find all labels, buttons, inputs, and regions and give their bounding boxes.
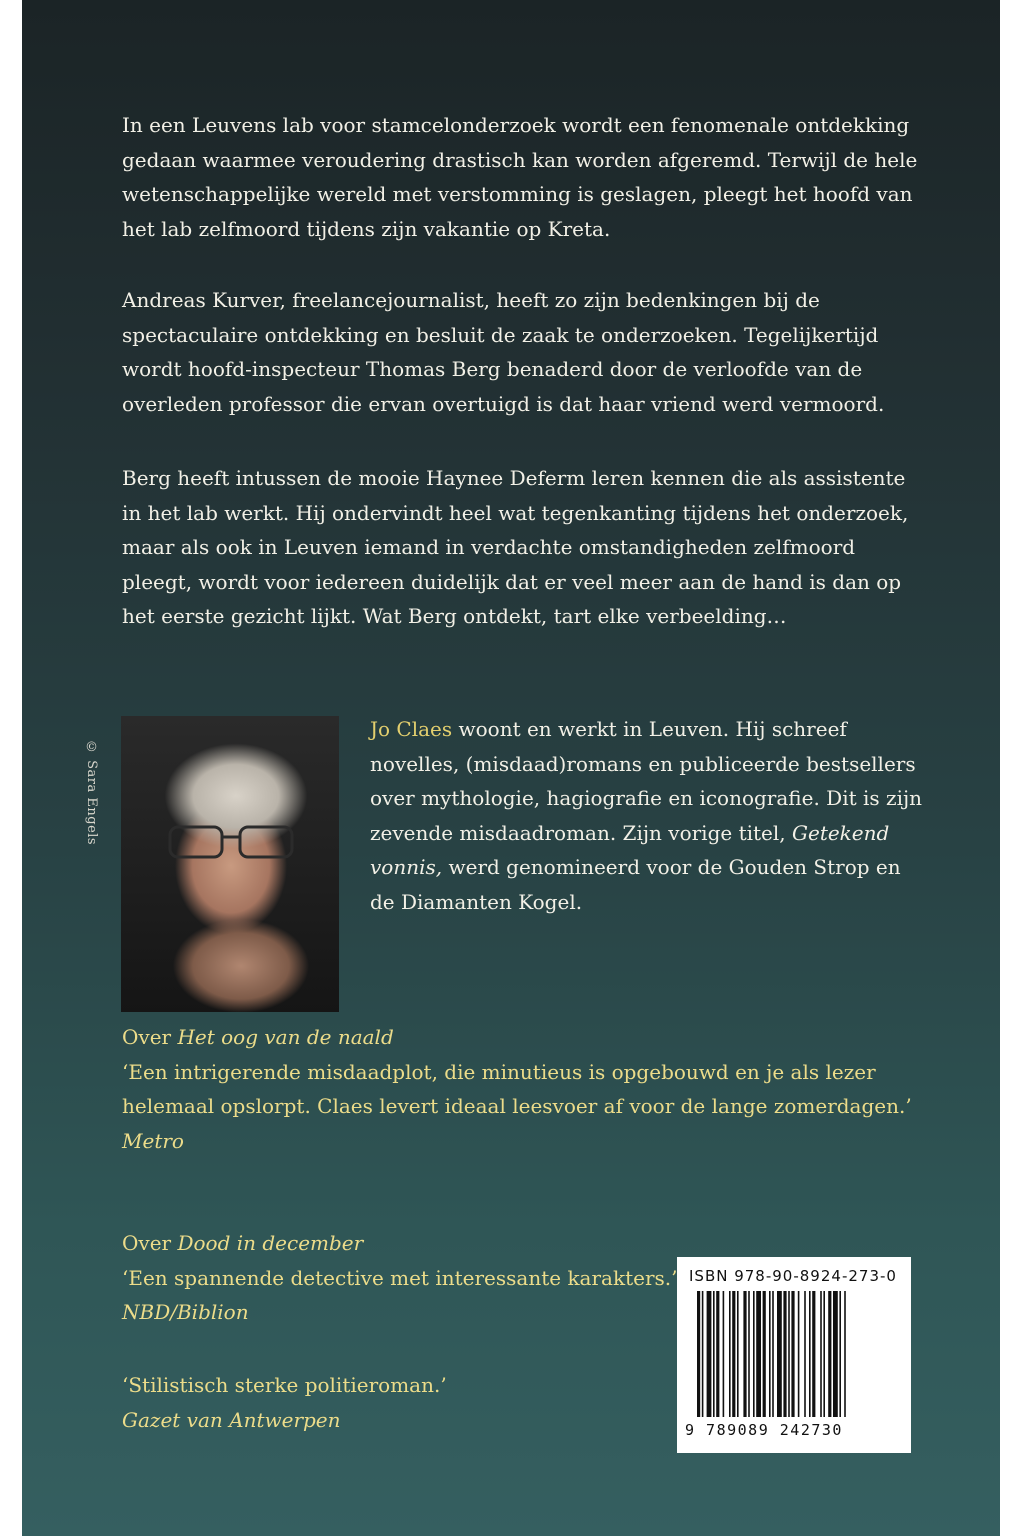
review-source: Metro [122, 1128, 184, 1153]
previous-title: Getekend vonnis, [370, 820, 890, 879]
review-quote: ‘Stilistisch sterke politieroman.’ [122, 1373, 447, 1397]
author-bio-text-2: werd genomineerd voor de Gouden Strop en de Diamanten Kogel. [370, 855, 901, 914]
blurb-paragraph-2: Andreas Kurver, freelancejournalist, heeft zo zijn bedenkingen bij de spectaculaire ontdekking en besluit de zaak te onderzoeken. Tegelijkertijd wordt hoofd-inspecteur Thomas Berg benaderd door de verloofde van de overleden professor die ervan overtuigd is dat haar vriend werd vermoord. [122, 288, 885, 416]
review-1 [122, 1020, 922, 1158]
review-quote: ‘Een spannende detective met interessante karakters.’ [122, 1265, 678, 1290]
photo-credit: © Sara Engels [84, 740, 99, 846]
glasses-icon [166, 821, 296, 863]
review-book-title: Dood in december [177, 1231, 364, 1255]
author-name: Jo Claes [370, 717, 453, 741]
barcode-number: 9 789089 242730 [685, 1421, 843, 1439]
review-over-label: Over [122, 1231, 178, 1255]
barcode-bars-icon [697, 1291, 893, 1417]
review-quote: ‘Een intrigerende misdaadplot, die minutieus is opgebouwd en je als lezer helemaal opslorpt. Claes levert ideaal leesvoer af voor de lange zomerdagen.’ [122, 1059, 912, 1118]
review-book-title: Het oog van de naald [177, 1025, 394, 1049]
review-source: Gazet van Antwerpen [122, 1407, 341, 1432]
author-bio [370, 712, 925, 919]
blurb-paragraph-1: In een Leuvens lab voor stamcelonderzoek wordt een fenomenale ontdekking gedaan waarmee veroudering drastisch kan worden afgeremd. Terwijl de hele wetenschappelijke wereld met verstomming is geslagen, pleegt het hoofd van het lab zelfmoord tijdens zijn vakantie op Kreta. [122, 113, 918, 241]
barcode [677, 1257, 911, 1453]
blurb-paragraph-3: Berg heeft intussen de mooie Haynee Deferm leren kennen die als assistente in het lab werkt. Hij ondervindt heel wat tegenkanting tijdens het onderzoek, maar als ook in Leuven iemand in verdachte omstandigheden zelfmoord pleegt, wordt voor iedereen duidelijk dat er veel meer aan de hand is dan op het eerste gezicht lijkt. Wat Berg ontdekt, tart elke verbeelding… [122, 466, 909, 628]
review-over-label: Over [122, 1025, 178, 1049]
review-source: NBD/Biblion [122, 1300, 249, 1324]
isbn-label: ISBN 978-90-8924-273-0 [689, 1267, 897, 1285]
book-back-cover [22, 0, 1000, 1536]
author-photo [121, 716, 339, 1012]
author-bio-text-1: woont en werkt in Leuven. Hij schreef novelles, (misdaad)romans en publiceerde bestsellers over mythologie, hagiografie en iconografie. Dit is zijn zevende misdaadroman. Zijn vorige titel, [370, 717, 923, 845]
